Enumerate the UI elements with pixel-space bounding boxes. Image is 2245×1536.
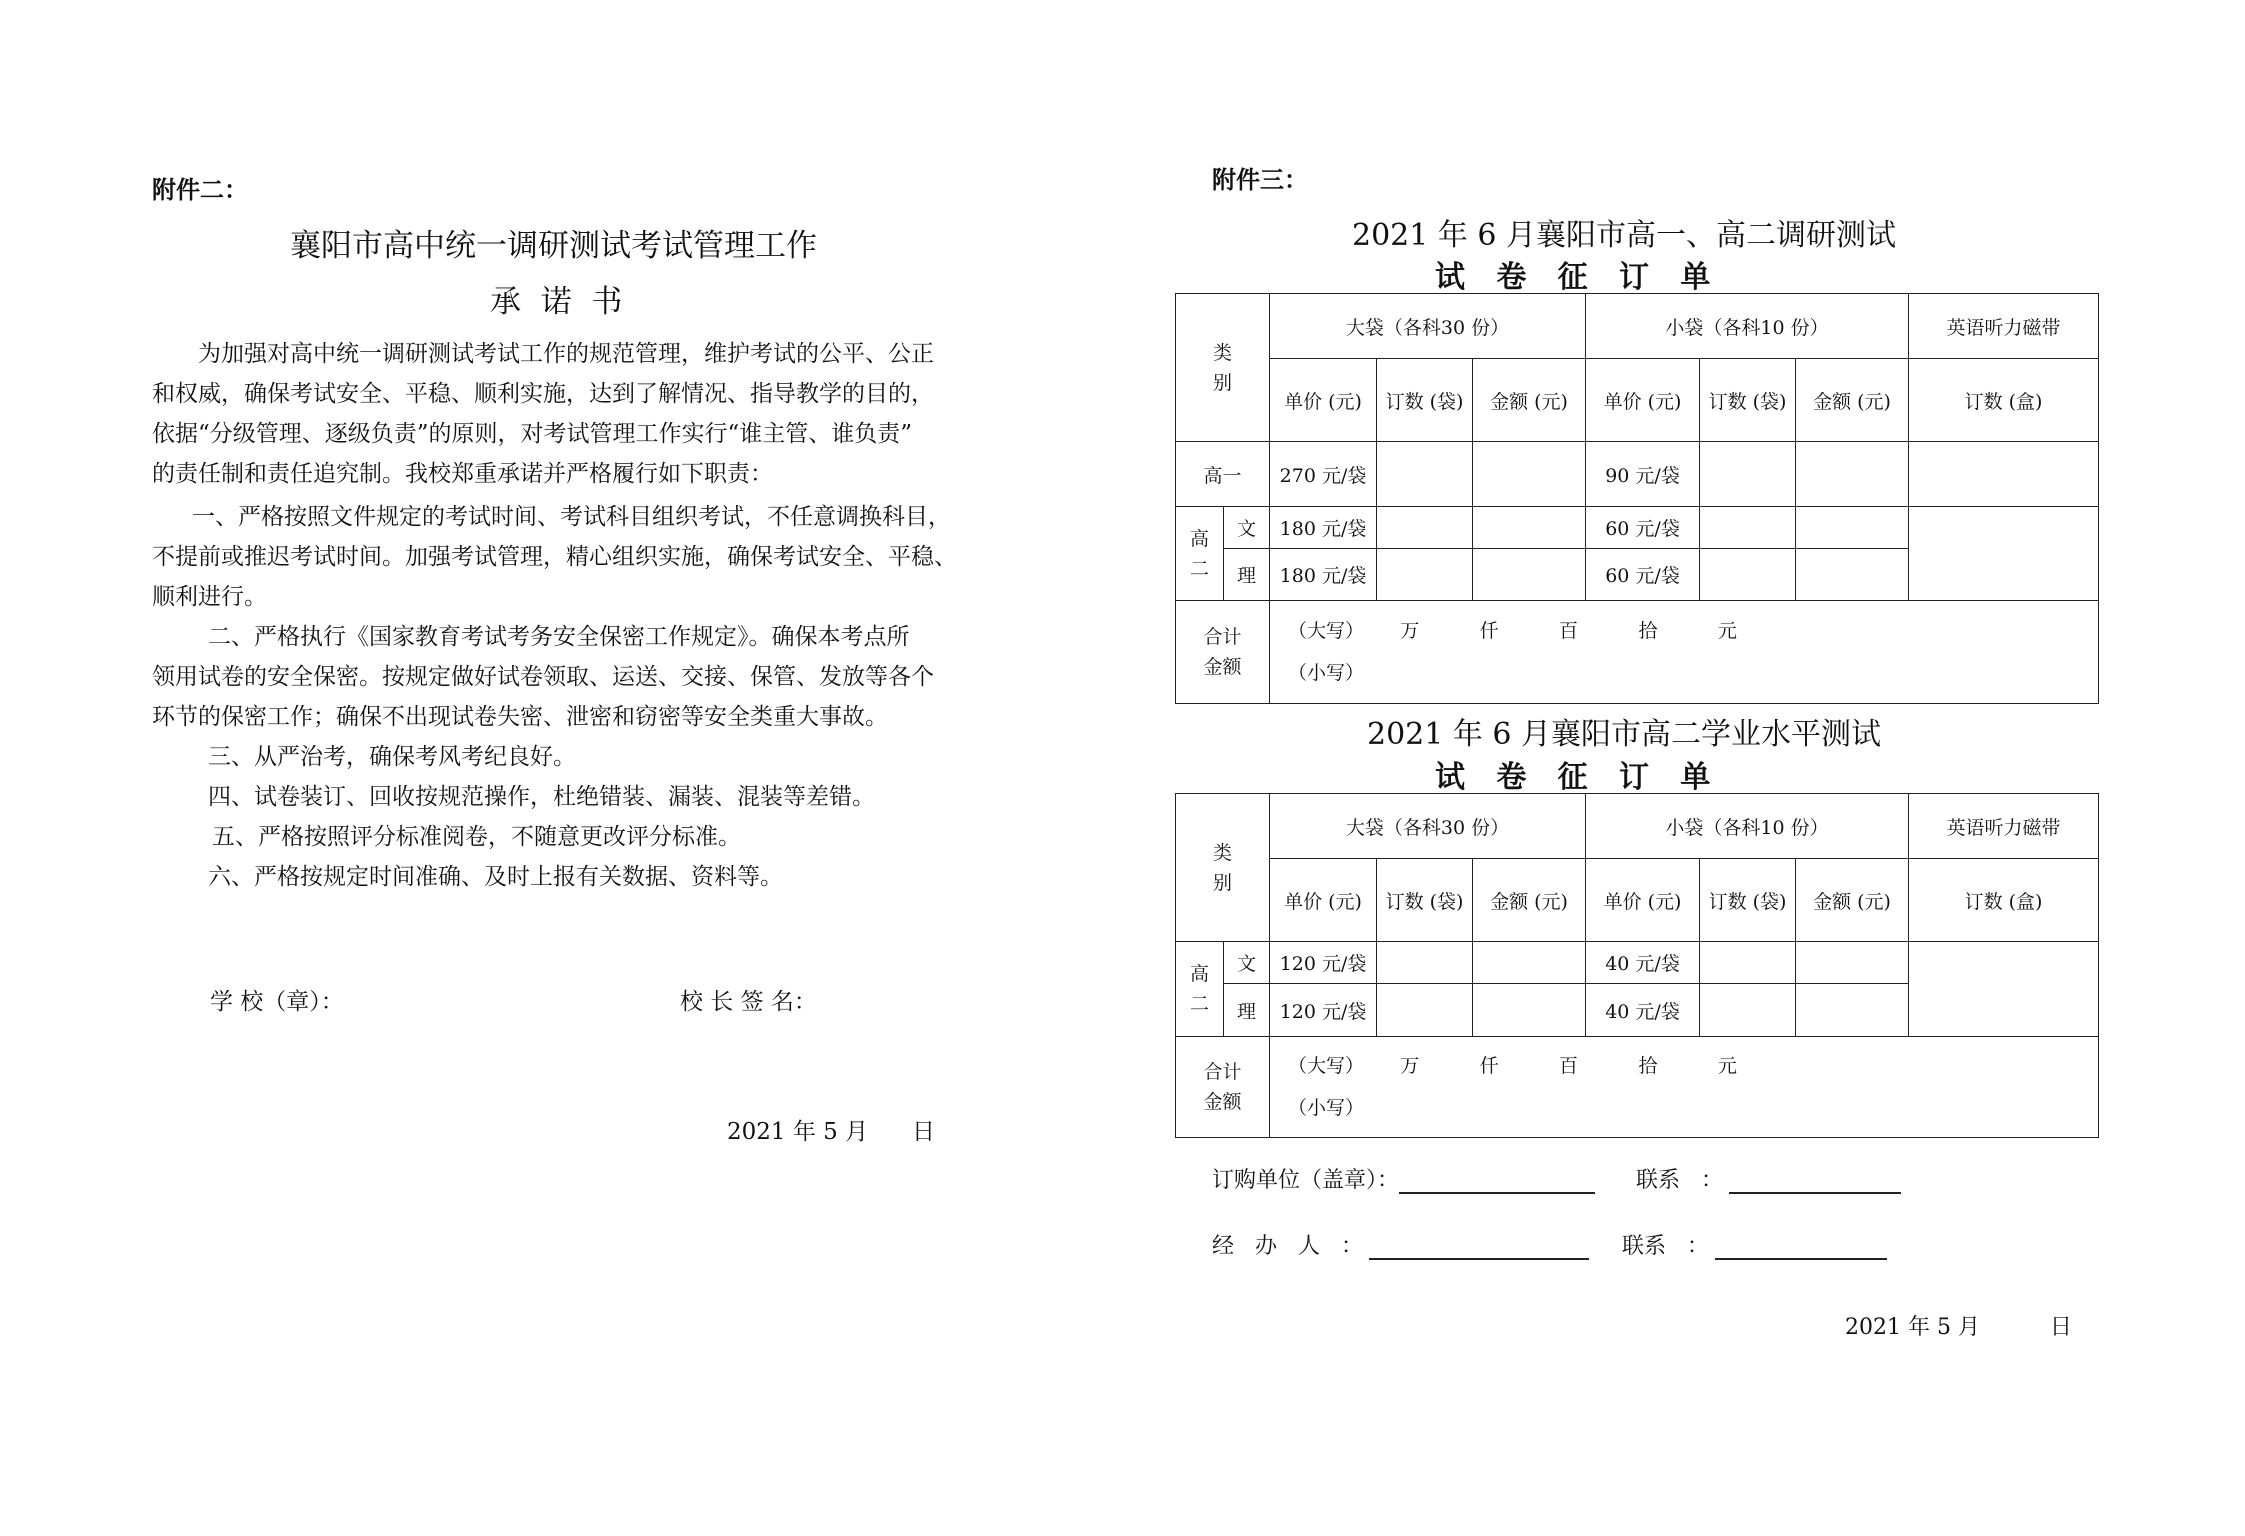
- contact-field[interactable]: [1715, 1228, 1887, 1260]
- big-price-cell: 120 元/袋: [1270, 984, 1377, 1037]
- english-tape-header: 英语听力磁带: [1909, 294, 2099, 359]
- total-amount-cell[interactable]: [1270, 601, 2099, 704]
- principal-sign-label: 校 长 签 名：: [680, 989, 817, 1015]
- qty-cell[interactable]: [1700, 984, 1796, 1037]
- qty-bag-header: 订数 (袋): [1377, 859, 1473, 942]
- intro-line: 依据“分级管理、逐级负责”的原则，对考试管理工作实行“谁主管、谁负责”: [152, 421, 913, 447]
- total-upper-label: （大写） 万 仟 百 拾 元: [1288, 620, 1737, 642]
- intro-paragraph: [152, 334, 934, 494]
- total-lower-label: （小写）: [1288, 1097, 1365, 1119]
- unit-price-header: 单价 (元): [1270, 359, 1377, 442]
- qty-box-header: 订数 (盒): [1909, 359, 2099, 442]
- attachment-label-2: 附件二：: [152, 176, 248, 204]
- small-price-cell: 40 元/袋: [1586, 984, 1700, 1037]
- small-bag-header: 小袋（各科10 份）: [1586, 794, 1909, 859]
- tape-qty-cell[interactable]: [1909, 942, 2099, 1037]
- qty-cell[interactable]: [1700, 942, 1796, 984]
- intro-line: 的责任制和责任追究制。我校郑重承诺并严格履行如下职责：: [152, 461, 773, 487]
- order-table-2: [1175, 793, 2099, 1138]
- track-label: 文: [1224, 507, 1270, 549]
- qty-cell[interactable]: [1377, 442, 1473, 507]
- amount-header: 金额 (元): [1796, 359, 1909, 442]
- duty-line: 环节的保密工作；确保不出现试卷失密、泄密和窃密等安全类重大事故。: [152, 704, 888, 730]
- duty-item-4: 四、试卷装订、回收按规范操作，杜绝错装、漏装、混装等差错。: [208, 784, 875, 810]
- tape-qty-cell[interactable]: [1909, 507, 2099, 601]
- duty-line: 顺利进行。: [152, 584, 267, 610]
- duty-item-3: 三、从严治考，确保考风考纪良好。: [208, 744, 576, 770]
- big-price-cell: 270 元/袋: [1270, 442, 1377, 507]
- amount-cell[interactable]: [1473, 984, 1586, 1037]
- table1-title: 2021 年 6 月襄阳市高一、高二调研测试: [1352, 218, 1897, 253]
- big-price-cell: 180 元/袋: [1270, 507, 1377, 549]
- category-header: 类 别: [1176, 294, 1270, 442]
- qty-bag-header: 订数 (袋): [1700, 359, 1796, 442]
- amount-cell[interactable]: [1796, 984, 1909, 1037]
- track-label: 理: [1224, 984, 1270, 1037]
- order-unit-label: 订购单位（盖章）：: [1212, 1168, 1400, 1193]
- contact-field[interactable]: [1729, 1162, 1901, 1194]
- attachment-label-3: 附件三：: [1212, 166, 1308, 194]
- amount-cell[interactable]: [1796, 942, 1909, 984]
- qty-cell[interactable]: [1377, 984, 1473, 1037]
- total-amount-cell[interactable]: [1270, 1037, 2099, 1138]
- school-stamp-label: 学 校（章）：: [210, 989, 344, 1015]
- footer-row-2: [1212, 1228, 1887, 1260]
- amount-header: 金额 (元): [1796, 859, 1909, 942]
- duty-line: 一、严格按照文件规定的考试时间、考试科目组织考试，不任意调换科目，: [192, 504, 951, 530]
- amount-cell[interactable]: [1796, 442, 1909, 507]
- footer-row-1: [1212, 1162, 1901, 1194]
- english-tape-header: 英语听力磁带: [1909, 794, 2099, 859]
- unit-price-header: 单价 (元): [1586, 359, 1700, 442]
- order-unit-field[interactable]: [1399, 1162, 1595, 1194]
- small-price-cell: 60 元/袋: [1586, 507, 1700, 549]
- amount-cell[interactable]: [1473, 942, 1586, 984]
- small-price-cell: 40 元/袋: [1586, 942, 1700, 984]
- qty-cell[interactable]: [1377, 942, 1473, 984]
- unit-price-header: 单价 (元): [1586, 859, 1700, 942]
- duty-item-6: 六、严格按规定时间准确、及时上报有关数据、资料等。: [208, 864, 783, 890]
- intro-line: 和权威，确保考试安全、平稳、顺利实施，达到了解情况、指导教学的目的，: [152, 381, 934, 407]
- total-lower-label: （小写）: [1288, 662, 1365, 684]
- handler-field[interactable]: [1369, 1228, 1589, 1260]
- qty-cell[interactable]: [1700, 507, 1796, 549]
- track-label: 文: [1224, 942, 1270, 984]
- qty-cell[interactable]: [1377, 549, 1473, 601]
- duty-item-1: [152, 497, 957, 617]
- total-label: 合计 金额: [1176, 601, 1270, 704]
- table1-subtitle: 试 卷 征 订 单: [1435, 260, 1711, 295]
- amount-header: 金额 (元): [1473, 359, 1586, 442]
- category-header: 类 别: [1176, 794, 1270, 942]
- qty-bag-header: 订数 (袋): [1377, 359, 1473, 442]
- table2-title: 2021 年 6 月襄阳市高二学业水平测试: [1367, 717, 1882, 752]
- duty-line: 不提前或推迟考试时间。加强考试管理，精心组织实施，确保考试安全、平稳、: [152, 544, 957, 570]
- qty-cell[interactable]: [1700, 549, 1796, 601]
- grade-label: 高 二: [1176, 942, 1224, 1037]
- qty-bag-header: 订数 (袋): [1700, 859, 1796, 942]
- grade-label: 高一: [1176, 442, 1270, 507]
- small-price-cell: 60 元/袋: [1586, 549, 1700, 601]
- left-date: 2021 年 5 月 日: [727, 1119, 935, 1145]
- track-label: 理: [1224, 549, 1270, 601]
- qty-cell[interactable]: [1700, 442, 1796, 507]
- page-title: 襄阳市高中统一调研测试考试管理工作: [290, 228, 817, 264]
- amount-cell[interactable]: [1473, 507, 1586, 549]
- intro-line: 为加强对高中统一调研测试考试工作的规范管理，维护考试的公平、公正: [198, 341, 934, 367]
- handler-label: 经 办 人 ：: [1212, 1234, 1363, 1259]
- small-price-cell: 90 元/袋: [1586, 442, 1700, 507]
- duty-item-5: 五、严格按照评分标准阅卷，不随意更改评分标准。: [212, 824, 741, 850]
- right-date: 2021 年 5 月 日: [1845, 1315, 2072, 1340]
- duty-item-2: [152, 617, 934, 737]
- total-upper-label: （大写） 万 仟 百 拾 元: [1288, 1055, 1737, 1077]
- big-price-cell: 180 元/袋: [1270, 549, 1377, 601]
- unit-price-header: 单价 (元): [1270, 859, 1377, 942]
- amount-cell[interactable]: [1796, 549, 1909, 601]
- contact-label: 联系 ：: [1621, 1234, 1709, 1259]
- amount-header: 金额 (元): [1473, 859, 1586, 942]
- order-table-1: [1175, 293, 2099, 704]
- amount-cell[interactable]: [1473, 549, 1586, 601]
- table2-subtitle: 试 卷 征 订 单: [1435, 760, 1711, 795]
- big-bag-header: 大袋（各科30 份）: [1270, 294, 1586, 359]
- total-label: 合计 金额: [1176, 1037, 1270, 1138]
- duty-line: 领用试卷的安全保密。按规定做好试卷领取、运送、交接、保管、发放等各个: [152, 664, 934, 690]
- amount-cell[interactable]: [1473, 442, 1586, 507]
- small-bag-header: 小袋（各科10 份）: [1586, 294, 1909, 359]
- qty-box-header: 订数 (盒): [1909, 859, 2099, 942]
- tape-qty-cell[interactable]: [1909, 442, 2099, 507]
- amount-cell[interactable]: [1796, 507, 1909, 549]
- big-price-cell: 120 元/袋: [1270, 942, 1377, 984]
- qty-cell[interactable]: [1377, 507, 1473, 549]
- page-subtitle: 承 诺 书: [490, 284, 623, 320]
- duty-line: 二、严格执行《国家教育考试考务安全保密工作规定》。确保本考点所: [208, 624, 910, 650]
- contact-label: 联系 ：: [1636, 1168, 1723, 1193]
- grade-label: 高 二: [1176, 507, 1224, 601]
- big-bag-header: 大袋（各科30 份）: [1270, 794, 1586, 859]
